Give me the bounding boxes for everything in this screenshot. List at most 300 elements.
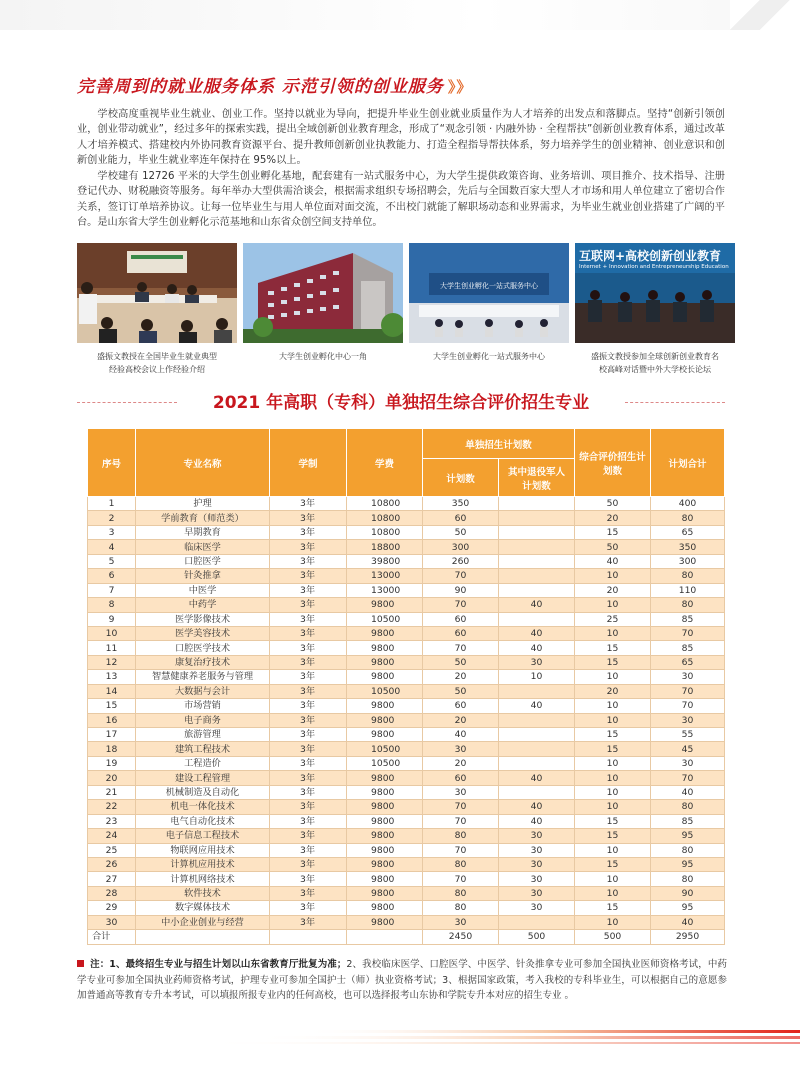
- cell-veteran: [499, 525, 575, 539]
- cell-major-name: 医学美容技术: [136, 626, 270, 640]
- cell-comp: 10: [575, 699, 651, 713]
- table-row: [88, 742, 725, 756]
- photo-service-center: [409, 243, 569, 343]
- cell-duration: 3年: [270, 554, 347, 568]
- cell-major-name: 电气自动化技术: [136, 814, 270, 828]
- paragraph-employment: 学校高度重视毕业生就业、创业工作。坚持以就业为导向，把提升毕业生创业就业质量作为人才培养的出发点和落脚点。坚持“创新引领创业，创业带动就业”，经过多年的探索实践，提出全域创新创业教育理念，形成了“观念引领 · 内融外协 · 全程帮扶”创新创业教育体系，通过改革人才培养模式、搭建校内外协同教育资源平台、提升教师创新创业执教能力、打造全程指导帮扶体系，努力培养学生的创业精神、创业意识和创新创业能力，毕业生就业率连年保持在 95%以上。: [77, 109, 725, 167]
- cell-comp: 10: [575, 756, 651, 770]
- cell-total: 95: [651, 857, 725, 871]
- majors-table-body: [88, 497, 725, 945]
- cell-fee: 9800: [347, 655, 423, 669]
- cell-comp: 15: [575, 655, 651, 669]
- cell-comp: 500: [575, 930, 651, 944]
- paragraph-incubator: 学校建有 12726 平米的大学生创业孵化基地，配套建有一站式服务中心，为大学生提供政策咨询、业务培训、项目推介、技术指导、注册登记代办、财税融资等服务。每年举办大型供需洽谈会，根据需求组织专场招聘会，先后与全国数百家大型人才市场和用人单位建立了密切合作关系，签订订单培养协议。让每一位毕业生与用人单位面对面交流，不出校门就能了解职场动态和业界需求，为毕业生就业创业搭建了广阔的平台。是山东省大学生创业孵化示范基地和山东省众创空间支持单位。: [77, 171, 725, 229]
- cell-seq: 19: [88, 756, 136, 770]
- cell-plan: 350: [423, 497, 499, 511]
- cell-comp: 15: [575, 525, 651, 539]
- cell-duration: 3年: [270, 626, 347, 640]
- cell-veteran: 30: [499, 829, 575, 843]
- cell-major-name: 机械制造及自动化: [136, 785, 270, 799]
- cell-total: 2950: [651, 930, 725, 944]
- cell-duration: 3年: [270, 497, 347, 511]
- cell-fee: 18800: [347, 540, 423, 554]
- cell-veteran: [499, 497, 575, 511]
- cell-plan: 40: [423, 728, 499, 742]
- cell-veteran: 40: [499, 814, 575, 828]
- cell-comp: 10: [575, 670, 651, 684]
- cell-comp: 15: [575, 641, 651, 655]
- table-row: [88, 915, 725, 929]
- cell-major-name: 中小企业创业与经营: [136, 915, 270, 929]
- cell-veteran: [499, 511, 575, 525]
- cell-total: 80: [651, 569, 725, 583]
- cell-total: 90: [651, 886, 725, 900]
- cell-veteran: 40: [499, 771, 575, 785]
- cell-seq: 22: [88, 800, 136, 814]
- cell-major-name: 建设工程管理: [136, 771, 270, 785]
- cell-seq: 4: [88, 540, 136, 554]
- cell-duration: 3年: [270, 583, 347, 597]
- photo-incubator-building: [243, 243, 403, 343]
- cell-duration: 3年: [270, 569, 347, 583]
- cell-plan: 70: [423, 598, 499, 612]
- cell-veteran: [499, 684, 575, 698]
- cell-veteran: 40: [499, 699, 575, 713]
- cell-plan: 300: [423, 540, 499, 554]
- header-seq: 序号: [88, 429, 136, 497]
- table-row: [88, 814, 725, 828]
- cell-veteran: [499, 713, 575, 727]
- cell-major-name: 医学影像技术: [136, 612, 270, 626]
- cell-major-name: 中医学: [136, 583, 270, 597]
- cell-seq: 6: [88, 569, 136, 583]
- cell-duration: 3年: [270, 699, 347, 713]
- cell-comp: 25: [575, 612, 651, 626]
- cell-veteran: 30: [499, 655, 575, 669]
- cell-comp: 10: [575, 886, 651, 900]
- cell-fee: 10500: [347, 756, 423, 770]
- cell-comp: 15: [575, 728, 651, 742]
- cell-fee: 9800: [347, 886, 423, 900]
- cell-veteran: [499, 728, 575, 742]
- cell-veteran: [499, 554, 575, 568]
- cell-duration: 3年: [270, 713, 347, 727]
- cell-duration: 3年: [270, 684, 347, 698]
- cell-total: 65: [651, 655, 725, 669]
- cell-total: 80: [651, 843, 725, 857]
- table-row: [88, 598, 725, 612]
- cell-veteran: [499, 569, 575, 583]
- cell-duration: 3年: [270, 886, 347, 900]
- cell-duration: 3年: [270, 814, 347, 828]
- cell-total: 40: [651, 785, 725, 799]
- cell-total: 70: [651, 626, 725, 640]
- table-row: [88, 843, 725, 857]
- cell-veteran: 30: [499, 901, 575, 915]
- cell-plan: 20: [423, 670, 499, 684]
- cell-fee: 9800: [347, 626, 423, 640]
- table-row: [88, 670, 725, 684]
- cell-veteran: [499, 612, 575, 626]
- cell-major-name: [136, 930, 270, 944]
- cell-total: 95: [651, 901, 725, 915]
- cell-fee: 9800: [347, 670, 423, 684]
- cell-major-name: 护理: [136, 497, 270, 511]
- cell-total: 70: [651, 684, 725, 698]
- cell-major-name: 数字媒体技术: [136, 901, 270, 915]
- section-title-text: 完善周到的就业服务体系 示范引领的创业服务: [77, 77, 444, 97]
- cell-veteran: 30: [499, 886, 575, 900]
- cell-comp: 10: [575, 843, 651, 857]
- cell-plan: 90: [423, 583, 499, 597]
- cell-major-name: 市场营销: [136, 699, 270, 713]
- top-decor-bar: [0, 0, 800, 30]
- cell-duration: 3年: [270, 728, 347, 742]
- cell-fee: 10800: [347, 511, 423, 525]
- cell-seq: 9: [88, 612, 136, 626]
- cell-total: 80: [651, 598, 725, 612]
- section-title-services: [77, 72, 472, 97]
- cell-fee: 9800: [347, 857, 423, 871]
- cell-veteran: 40: [499, 598, 575, 612]
- table-row: [88, 872, 725, 886]
- cell-total: 350: [651, 540, 725, 554]
- cell-plan: 80: [423, 829, 499, 843]
- footnote: [77, 957, 727, 1004]
- cell-fee: 10500: [347, 612, 423, 626]
- cell-plan: 60: [423, 699, 499, 713]
- cell-veteran: [499, 915, 575, 929]
- cell-comp: 15: [575, 814, 651, 828]
- cell-fee: 9800: [347, 814, 423, 828]
- cell-plan: 80: [423, 901, 499, 915]
- cell-fee: 9800: [347, 829, 423, 843]
- bullet-square-icon: [77, 960, 84, 967]
- cell-seq: 11: [88, 641, 136, 655]
- cell-fee: 9800: [347, 901, 423, 915]
- cell-seq: 12: [88, 655, 136, 669]
- cell-plan: 70: [423, 641, 499, 655]
- cell-major-name: 学前教育（师范类）: [136, 511, 270, 525]
- cell-comp: 20: [575, 511, 651, 525]
- photo-forum: [575, 243, 735, 343]
- cell-fee: 9800: [347, 598, 423, 612]
- cell-fee: 10800: [347, 497, 423, 511]
- cell-plan: 30: [423, 742, 499, 756]
- cell-fee: 9800: [347, 728, 423, 742]
- cell-comp: 20: [575, 583, 651, 597]
- photo-caption-2: 大学生创业孵化中心一角: [279, 352, 367, 361]
- cell-veteran: 30: [499, 857, 575, 871]
- cell-seq: 8: [88, 598, 136, 612]
- cell-plan: 50: [423, 525, 499, 539]
- cell-fee: 9800: [347, 713, 423, 727]
- table-row: [88, 655, 725, 669]
- cell-total: 85: [651, 814, 725, 828]
- table-row: [88, 901, 725, 915]
- cell-veteran: 10: [499, 670, 575, 684]
- table-row: [88, 756, 725, 770]
- cell-duration: 3年: [270, 901, 347, 915]
- table-row: [88, 728, 725, 742]
- cell-major-name: 旅游管理: [136, 728, 270, 742]
- cell-plan: 20: [423, 713, 499, 727]
- cell-major-name: 口腔医学: [136, 554, 270, 568]
- bottom-decor-stripes: [0, 1030, 800, 1085]
- cell-seq: 1: [88, 497, 136, 511]
- section-title-majors: 2021 年高职（专科）单独招生综合评价招生专业: [212, 393, 590, 413]
- cell-seq: 3: [88, 525, 136, 539]
- cell-plan: 30: [423, 915, 499, 929]
- footnote-rest: 2、我校临床医学、口腔医学、中医学、针灸推拿专业可参加全国执业医师资格考试，中药学专业可参加全国执业药师资格考试，护理专业可参加全国护士（师）执业资格考试；3、根据国家政策，考入我校的专科毕业生，可以根据自己的意愿参加普通高等教育专升本考试，可以填报所报专业内的任何高校，也可以选择报考山东协和学院专升本对应的招生专业 。: [77, 959, 727, 1001]
- cell-duration: 3年: [270, 612, 347, 626]
- cell-duration: 3年: [270, 670, 347, 684]
- cell-total: 85: [651, 641, 725, 655]
- cell-plan: 2450: [423, 930, 499, 944]
- cell-major-name: 工程造价: [136, 756, 270, 770]
- cell-comp: 10: [575, 713, 651, 727]
- photo-conference-speech: [77, 243, 237, 343]
- cell-total: 30: [651, 756, 725, 770]
- cell-fee: 10500: [347, 742, 423, 756]
- photo-caption-3: 大学生创业孵化一站式服务中心: [433, 352, 545, 361]
- header-name: 专业名称: [136, 429, 270, 497]
- cell-comp: 40: [575, 554, 651, 568]
- cell-duration: 3年: [270, 785, 347, 799]
- table-row: [88, 525, 725, 539]
- cell-duration: 3年: [270, 756, 347, 770]
- cell-duration: 3年: [270, 598, 347, 612]
- cell-fee: 13000: [347, 569, 423, 583]
- cell-comp: 15: [575, 857, 651, 871]
- cell-seq: 10: [88, 626, 136, 640]
- table-row: [88, 612, 725, 626]
- cell-comp: 10: [575, 785, 651, 799]
- cell-total: 30: [651, 713, 725, 727]
- table-row: [88, 713, 725, 727]
- cell-veteran: 40: [499, 800, 575, 814]
- forum-banner-cn: 互联网+高校创新创业教育: [579, 249, 722, 263]
- cell-total: 110: [651, 583, 725, 597]
- cell-plan: 70: [423, 872, 499, 886]
- cell-comp: 10: [575, 626, 651, 640]
- cell-total: 30: [651, 670, 725, 684]
- cell-seq: 16: [88, 713, 136, 727]
- cell-plan: 60: [423, 612, 499, 626]
- cell-duration: [270, 930, 347, 944]
- cell-fee: 10800: [347, 525, 423, 539]
- cell-major-name: 智慧健康养老服务与管理: [136, 670, 270, 684]
- table-row: [88, 684, 725, 698]
- cell-duration: 3年: [270, 525, 347, 539]
- section-title-majors-wrap: [77, 388, 725, 416]
- photo-caption-4: 盛振文教授参加全球创新创业教育名校高峰对话暨中外大学校长论坛: [591, 352, 719, 374]
- cell-comp: 10: [575, 598, 651, 612]
- cell-seq: 20: [88, 771, 136, 785]
- cell-fee: 9800: [347, 843, 423, 857]
- cell-duration: 3年: [270, 915, 347, 929]
- table-row: [88, 511, 725, 525]
- cell-comp: 20: [575, 684, 651, 698]
- table-row: [88, 886, 725, 900]
- cell-seq: 7: [88, 583, 136, 597]
- cell-seq: 13: [88, 670, 136, 684]
- cell-fee: 13000: [347, 583, 423, 597]
- cell-duration: 3年: [270, 857, 347, 871]
- table-row: [88, 699, 725, 713]
- table-row: [88, 540, 725, 554]
- table-row: [88, 785, 725, 799]
- cell-plan: 70: [423, 814, 499, 828]
- cell-total-label: 合计: [88, 930, 136, 944]
- cell-seq: 30: [88, 915, 136, 929]
- cell-total: 95: [651, 829, 725, 843]
- cell-plan: 80: [423, 886, 499, 900]
- cell-major-name: 针灸推拿: [136, 569, 270, 583]
- table-row: [88, 583, 725, 597]
- cell-fee: 9800: [347, 872, 423, 886]
- cell-seq: 27: [88, 872, 136, 886]
- title-divider-left: [77, 402, 177, 403]
- cell-seq: 26: [88, 857, 136, 871]
- table-total-row: [88, 930, 725, 944]
- cell-plan: 70: [423, 569, 499, 583]
- cell-comp: 10: [575, 800, 651, 814]
- cell-major-name: 机电一体化技术: [136, 800, 270, 814]
- service-center-sign: 大学生创业孵化一站式服务中心: [440, 282, 538, 290]
- cell-duration: 3年: [270, 742, 347, 756]
- cell-major-name: 电子商务: [136, 713, 270, 727]
- cell-major-name: 大数据与会计: [136, 684, 270, 698]
- cell-total: 85: [651, 612, 725, 626]
- cell-major-name: 口腔医学技术: [136, 641, 270, 655]
- cell-plan: 50: [423, 684, 499, 698]
- cell-comp: 10: [575, 915, 651, 929]
- header-duration: 学制: [270, 429, 347, 497]
- cell-major-name: 软件技术: [136, 886, 270, 900]
- header-comp: 综合评价招生计划数: [575, 429, 651, 497]
- cell-plan: 70: [423, 843, 499, 857]
- cell-comp: 50: [575, 497, 651, 511]
- cell-veteran: 30: [499, 872, 575, 886]
- top-corner-decor: [730, 0, 800, 30]
- cell-total: 45: [651, 742, 725, 756]
- cell-seq: 23: [88, 814, 136, 828]
- cell-seq: 21: [88, 785, 136, 799]
- cell-major-name: 建筑工程技术: [136, 742, 270, 756]
- cell-total: 80: [651, 511, 725, 525]
- cell-plan: 20: [423, 756, 499, 770]
- cell-plan: 60: [423, 511, 499, 525]
- forum-banner-en: Internet + Innovation and Entrepreneurship Education: [579, 264, 729, 270]
- cell-plan: 60: [423, 771, 499, 785]
- cell-total: 70: [651, 771, 725, 785]
- cell-veteran: 30: [499, 843, 575, 857]
- cell-seq: 18: [88, 742, 136, 756]
- cell-seq: 29: [88, 901, 136, 915]
- table-row: [88, 626, 725, 640]
- cell-major-name: 计算机网络技术: [136, 872, 270, 886]
- cell-veteran: [499, 540, 575, 554]
- cell-duration: 3年: [270, 641, 347, 655]
- cell-plan: 80: [423, 857, 499, 871]
- cell-total: 55: [651, 728, 725, 742]
- cell-seq: 2: [88, 511, 136, 525]
- cell-seq: 5: [88, 554, 136, 568]
- cell-major-name: 康复治疗技术: [136, 655, 270, 669]
- table-row: [88, 497, 725, 511]
- table-row: [88, 554, 725, 568]
- cell-fee: 9800: [347, 641, 423, 655]
- cell-duration: 3年: [270, 540, 347, 554]
- cell-comp: 15: [575, 829, 651, 843]
- header-total: 计划合计: [651, 429, 725, 497]
- cell-major-name: 中药学: [136, 598, 270, 612]
- cell-veteran: 500: [499, 930, 575, 944]
- cell-fee: 9800: [347, 699, 423, 713]
- cell-major-name: 物联网应用技术: [136, 843, 270, 857]
- cell-comp: 15: [575, 901, 651, 915]
- cell-fee: 39800: [347, 554, 423, 568]
- cell-duration: 3年: [270, 511, 347, 525]
- cell-plan: 30: [423, 785, 499, 799]
- cell-duration: 3年: [270, 655, 347, 669]
- cell-major-name: 计算机应用技术: [136, 857, 270, 871]
- cell-plan: 70: [423, 800, 499, 814]
- cell-veteran: 40: [499, 626, 575, 640]
- cell-seq: 25: [88, 843, 136, 857]
- table-row: [88, 829, 725, 843]
- cell-plan: 260: [423, 554, 499, 568]
- cell-total: 80: [651, 800, 725, 814]
- cell-total: 65: [651, 525, 725, 539]
- cell-veteran: [499, 785, 575, 799]
- cell-fee: 10500: [347, 684, 423, 698]
- table-row: [88, 800, 725, 814]
- cell-duration: 3年: [270, 829, 347, 843]
- header-plan: 计划数: [423, 459, 499, 497]
- cell-plan: 50: [423, 655, 499, 669]
- cell-comp: 50: [575, 540, 651, 554]
- cell-duration: 3年: [270, 800, 347, 814]
- table-row: [88, 857, 725, 871]
- cell-veteran: [499, 742, 575, 756]
- photo-caption-1: 盛振文教授在全国毕业生就业典型经验高校会议上作经验介绍: [97, 352, 217, 374]
- cell-total: 80: [651, 872, 725, 886]
- cell-seq: 17: [88, 728, 136, 742]
- cell-fee: 9800: [347, 915, 423, 929]
- title-divider-right: [625, 402, 725, 403]
- cell-comp: 15: [575, 742, 651, 756]
- header-fee: 学费: [347, 429, 423, 497]
- table-row: [88, 641, 725, 655]
- cell-major-name: 早期教育: [136, 525, 270, 539]
- cell-veteran: [499, 756, 575, 770]
- cell-seq: 15: [88, 699, 136, 713]
- cell-duration: 3年: [270, 843, 347, 857]
- header-plan-group: 单独招生计划数: [423, 429, 575, 459]
- cell-plan: 60: [423, 626, 499, 640]
- cell-fee: [347, 930, 423, 944]
- cell-veteran: 40: [499, 641, 575, 655]
- cell-seq: 28: [88, 886, 136, 900]
- table-row: [88, 771, 725, 785]
- table-row: [88, 569, 725, 583]
- cell-seq: 24: [88, 829, 136, 843]
- cell-total: 400: [651, 497, 725, 511]
- cell-major-name: 临床医学: [136, 540, 270, 554]
- footnote-lead: 注：1、最终招生专业与招生计划以山东省教育厅批复为准；: [90, 959, 347, 970]
